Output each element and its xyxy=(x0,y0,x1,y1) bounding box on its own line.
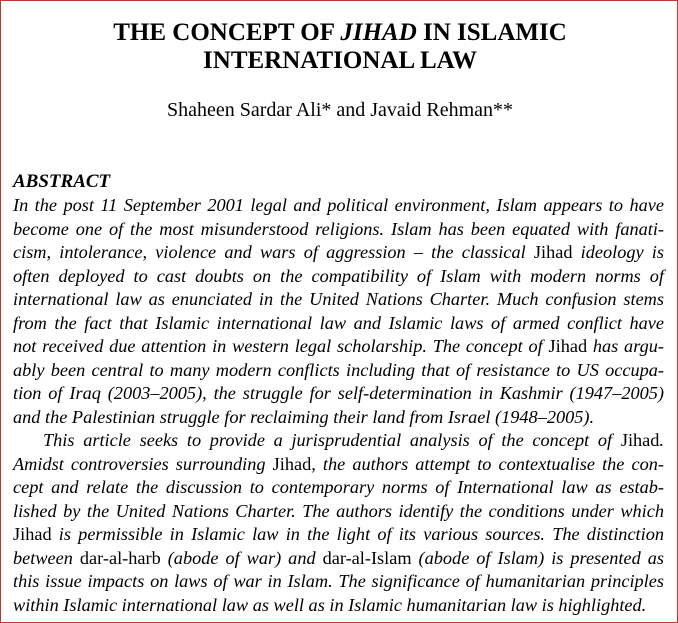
abstract-line: become one of the most misunderstood religions. Islam has been equated with fanati- xyxy=(13,218,664,239)
abstract-line: Amidst controversies surrounding Jihad, the authors attempt to contextualise the con- xyxy=(13,453,664,474)
abstract-line: tion of Iraq (2003–2005), the struggle for self-determination in Kashmir (1947–2005) xyxy=(13,383,664,403)
abstract-line: within Islamic international law as well as in Islamic humanitarian law is highlighted. xyxy=(13,594,647,615)
abstract-line: ably been central to many modern conflicts including that of resistance to US occupa- xyxy=(13,359,664,380)
abstract-heading: ABSTRACT xyxy=(13,171,111,192)
abstract-line: cism, intolerance, violence and wars of aggression – the classical Jihad ideology is xyxy=(13,242,664,262)
title-jihad-italic: JIHAD xyxy=(340,19,417,46)
abstract-line: In the post 11 September 2001 legal and political environment, Islam appears to have xyxy=(13,195,664,215)
abstract-line: this issue impacts on laws of war in Islam. The significance of humanitarian principles xyxy=(13,571,664,591)
title-line-2: INTERNATIONAL LAW xyxy=(203,47,477,74)
title-line-1: THE CONCEPT OF JIHAD IN ISLAMIC xyxy=(113,19,567,46)
abstract-line: from the fact that Islamic international law and Islamic laws of armed conflict have xyxy=(13,312,664,333)
abstract-line: between dar-al-harb (abode of war) and dar-al-Islam (abode of Islam) is presented as xyxy=(13,547,664,568)
abstract-line: Jihad is permissible in Islamic law in the light of its various sources. The distinction xyxy=(13,524,664,544)
abstract-line: not received due attention in western legal scholarship. The concept of Jihad has argu- xyxy=(13,336,664,356)
authors: Shaheen Sardar Ali* and Javaid Rehman** xyxy=(166,99,514,121)
abstract-line: This article seeks to provide a jurisprudential analysis of the concept of Jihad. xyxy=(43,430,664,450)
article-title xyxy=(1,19,678,75)
abstract-line: cept and relate the discussion to contemporary norms of International law as estab- xyxy=(13,477,664,497)
abstract-line: lished by the United Nations Charter. The authors identify the conditions under which xyxy=(13,500,664,521)
abstract-line: and the Palestinian struggle for reclaiming their land from Israel (1948–2005). xyxy=(13,406,595,427)
abstract-body xyxy=(13,194,664,617)
abstract-line: international law as enunciated in the United Nations Charter. Much confusion stems xyxy=(13,289,664,309)
abstract-line: often deployed to cast doubts on the compatibility of Islam with modern norms of xyxy=(13,265,664,286)
